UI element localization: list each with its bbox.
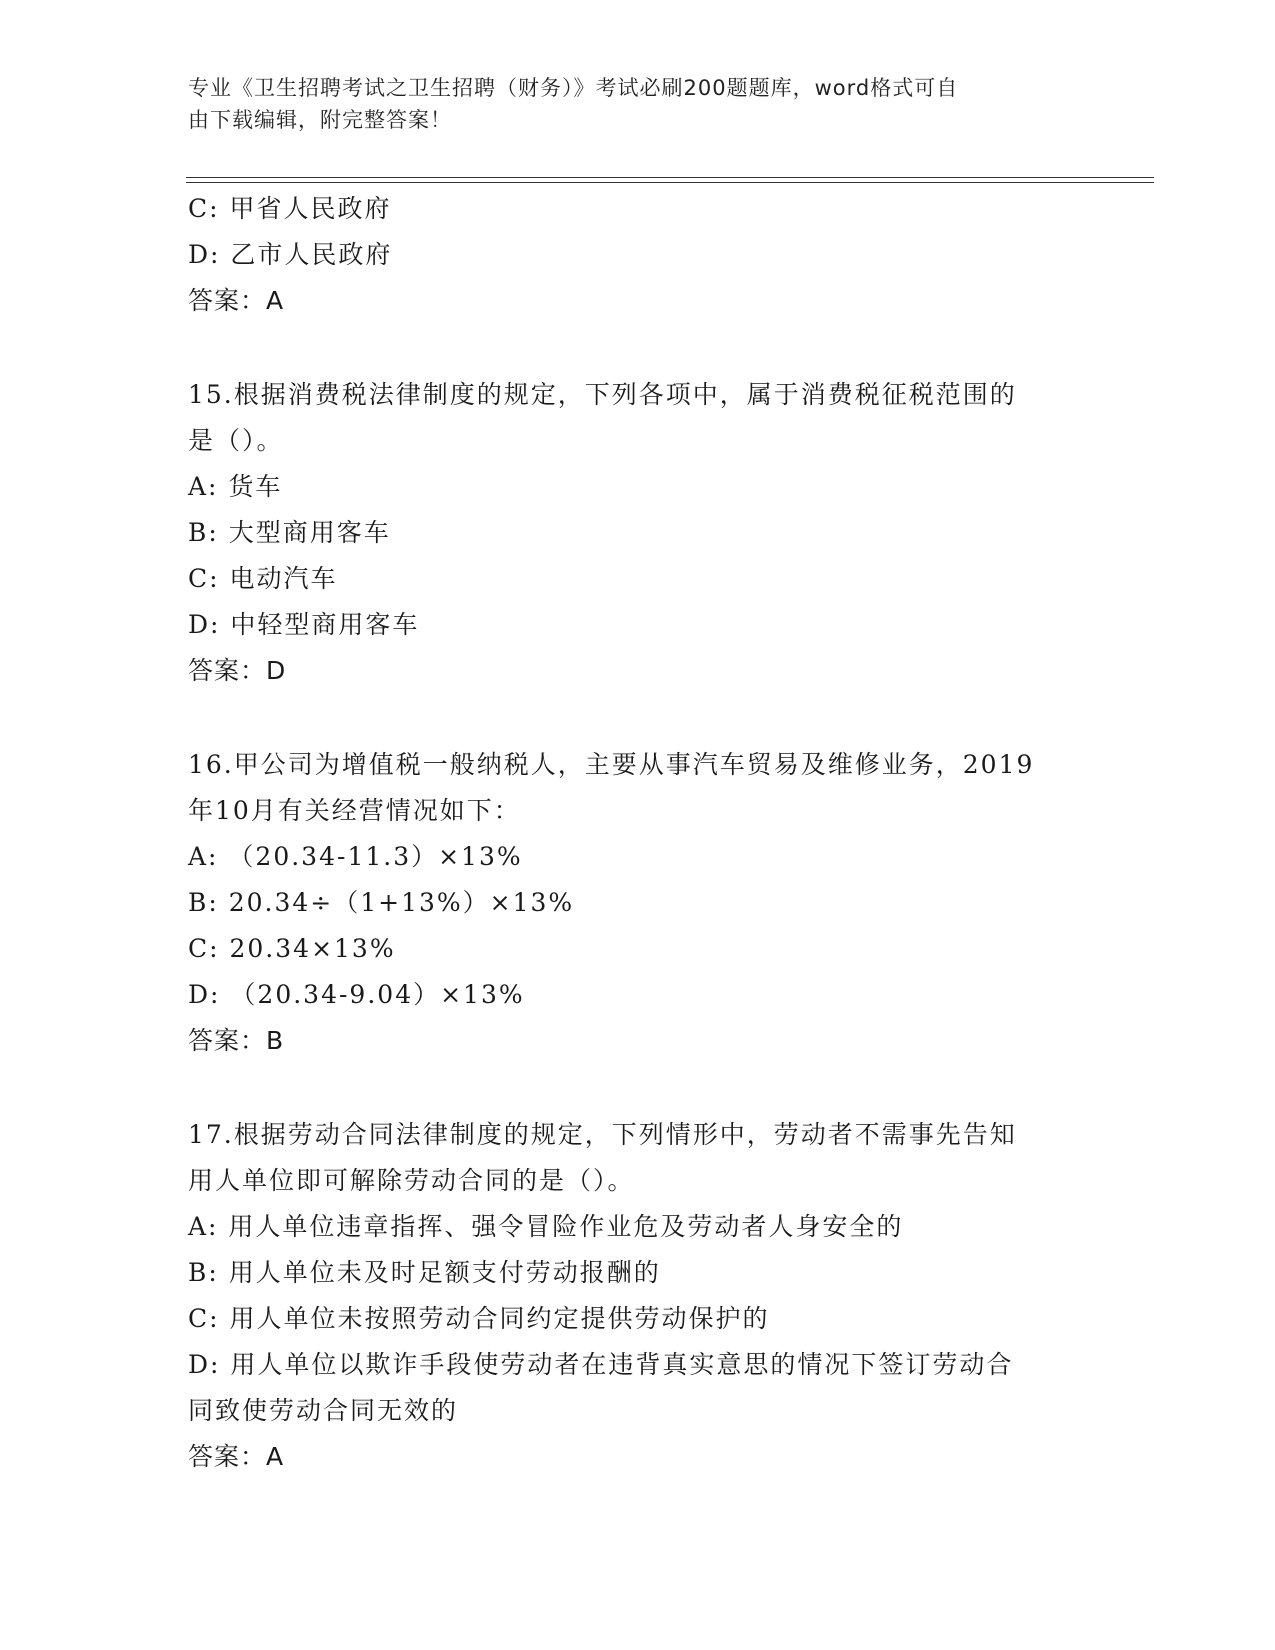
header-line-1: 专业《卫生招聘考试之卫生招聘（财务）》考试必刷200题题库，word格式可自 [188, 76, 959, 100]
option-d: D: 中轻型商用客车 [188, 610, 420, 639]
previous-question-tail [188, 186, 1088, 324]
header-divider-top [186, 177, 1154, 178]
question-16 [188, 742, 1088, 1064]
option-c: C: 用人单位未按照劳动合同约定提供劳动保护的 [188, 1304, 770, 1333]
spacer [188, 324, 1088, 372]
question-stem: 16.甲公司为增值税一般纳税人，主要从事汽车贸易及维修业务，2019 [188, 750, 1035, 779]
answer: 答案：A [188, 286, 285, 315]
question-stem: 用人单位即可解除劳动合同的是（）。 [188, 1166, 635, 1195]
question-stem: 是（）。 [188, 426, 284, 455]
answer: 答案：B [188, 1026, 285, 1055]
page-header [188, 72, 1068, 136]
option-d: D: 乙市人民政府 [188, 240, 393, 269]
spacer [188, 694, 1088, 742]
option-c: C: 甲省人民政府 [188, 194, 392, 223]
question-stem: 15.根据消费税法律制度的规定，下列各项中，属于消费税征税范围的 [188, 380, 1017, 409]
option-b: B: 大型商用客车 [188, 518, 391, 547]
answer: 答案：A [188, 1442, 285, 1471]
question-17 [188, 1112, 1088, 1480]
option-b: B: 20.34÷（1+13%）×13% [188, 888, 575, 917]
question-15 [188, 372, 1088, 694]
header-line-2: 由下载编辑，附完整答案！ [188, 108, 452, 132]
question-content [188, 186, 1088, 1480]
spacer [188, 1064, 1088, 1112]
option-c: C: 电动汽车 [188, 564, 338, 593]
option-a: A: （20.34-11.3）×13% [188, 842, 523, 871]
header-divider-bottom [186, 182, 1154, 183]
option-d-continued: 同致使劳动合同无效的 [188, 1396, 459, 1425]
option-d: D: （20.34-9.04）×13% [188, 980, 525, 1009]
question-stem: 17.根据劳动合同法律制度的规定，下列情形中，劳动者不需事先告知 [188, 1120, 1017, 1149]
option-a: A: 货车 [188, 472, 283, 501]
option-c: C: 20.34×13% [188, 934, 396, 963]
option-a: A: 用人单位违章指挥、强令冒险作业危及劳动者人身安全的 [188, 1212, 904, 1241]
answer: 答案：D [188, 656, 287, 685]
option-b: B: 用人单位未及时足额支付劳动报酬的 [188, 1258, 661, 1287]
option-d: D: 用人单位以欺诈手段使劳动者在违背真实意思的情况下签订劳动合 [188, 1350, 1014, 1379]
question-stem: 年10月有关经营情况如下： [188, 796, 521, 825]
